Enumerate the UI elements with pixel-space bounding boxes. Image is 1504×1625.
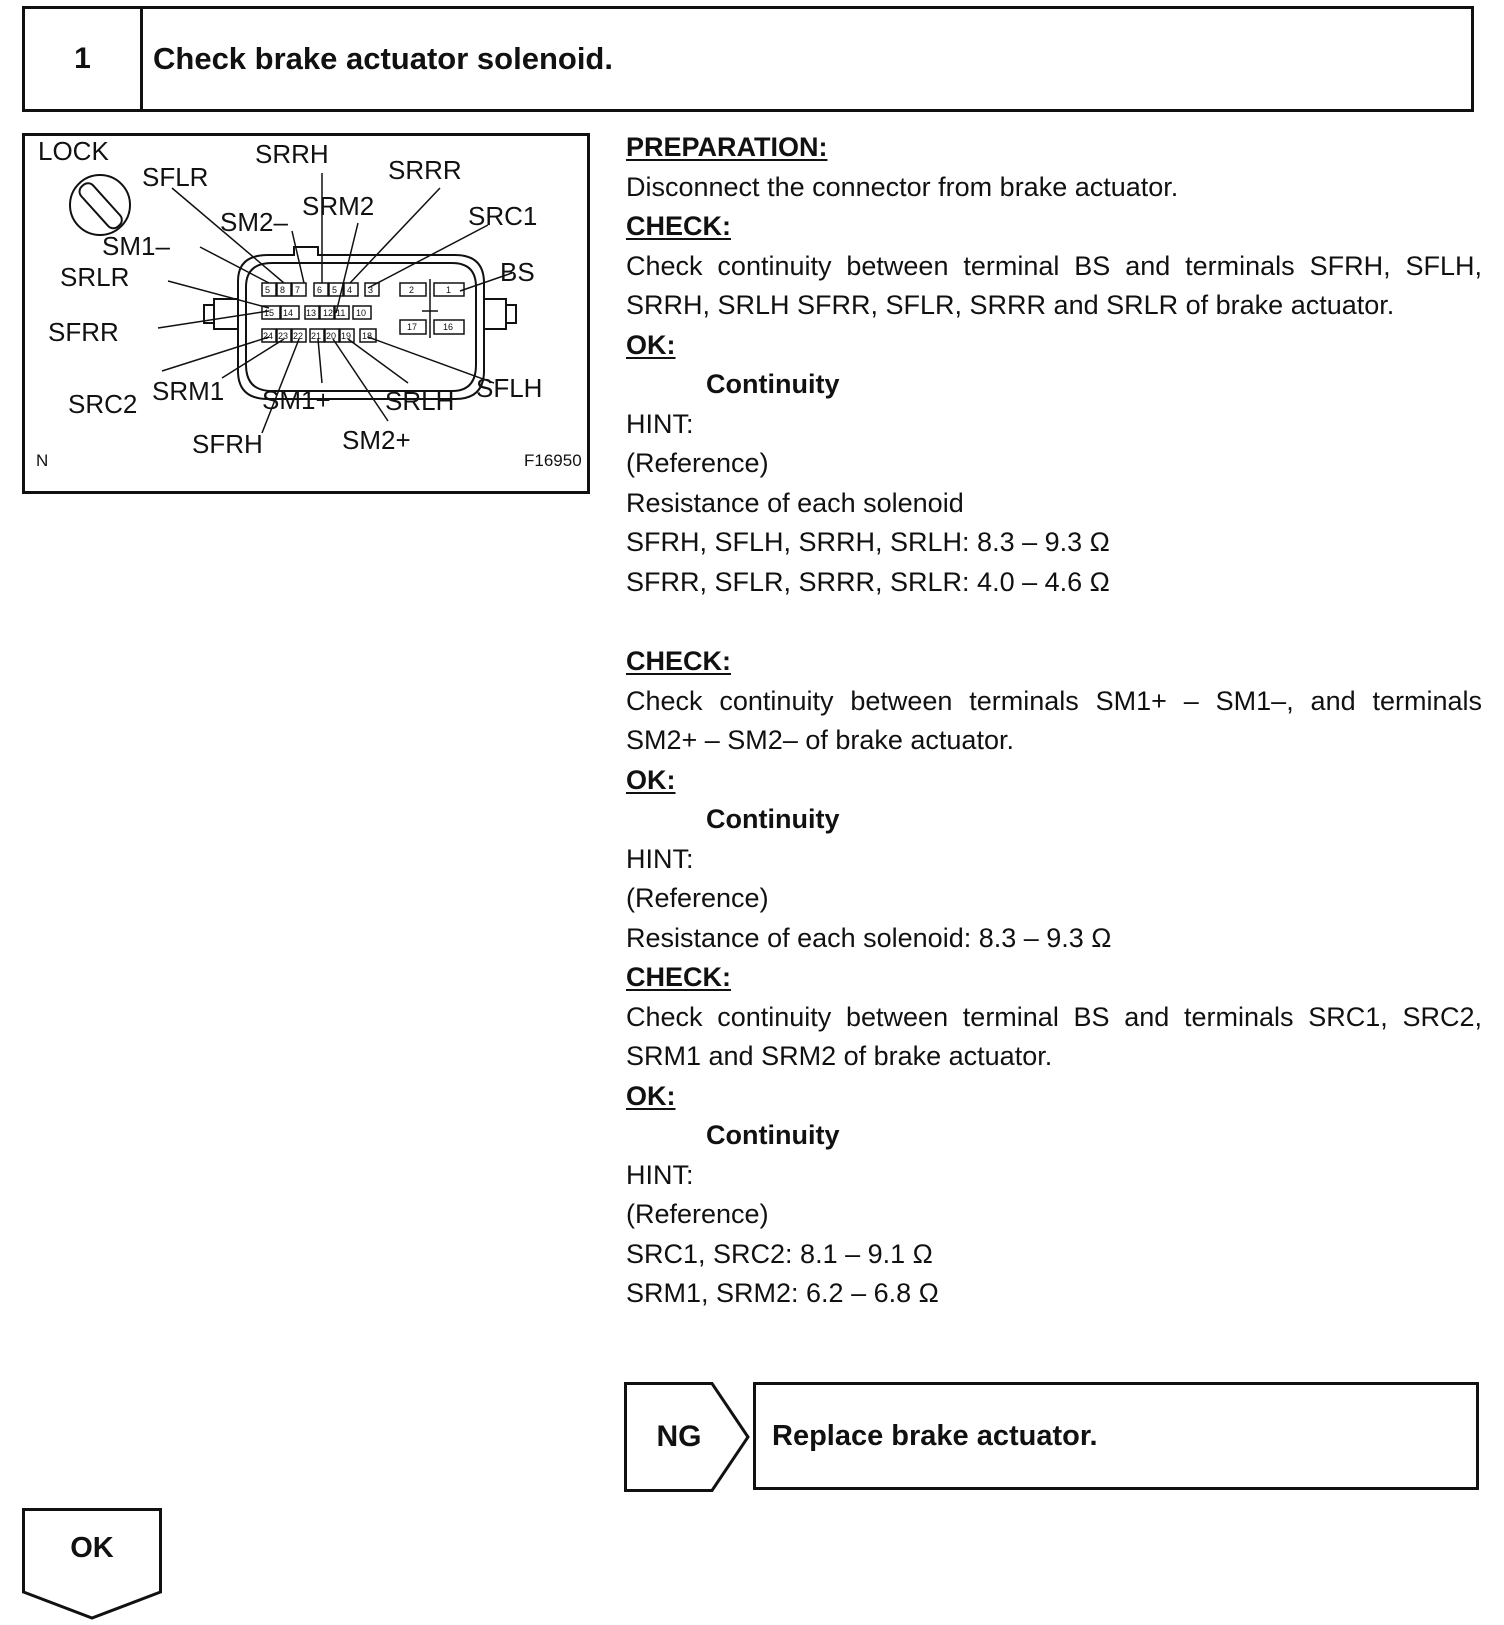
label-srrh: SRRH [255, 139, 329, 169]
ok-header-1: OK: [626, 329, 676, 360]
pin-6: 6 [317, 285, 323, 295]
label-sflh: SFLH [476, 373, 543, 403]
reference-3: (Reference) [626, 1199, 769, 1229]
ok-branch [22, 1508, 162, 1620]
pin-1: 1 [446, 285, 452, 295]
ng-result-box [753, 1382, 1479, 1490]
resistance-line-2: Resistance of each solenoid: 8.3 – 9.3 Ω [626, 922, 1112, 953]
ok-header-2: OK: [626, 764, 676, 795]
preparation-text: Disconnect the connector from brake actuator. [626, 171, 1179, 202]
label-sm1-plus: SM1+ [262, 385, 331, 415]
resistance-line-3b: SRM1, SRM2: 6.2 – 6.8 Ω [626, 1278, 939, 1308]
pin-3: 3 [368, 285, 374, 295]
ok-value-1: Continuity [706, 369, 840, 399]
label-lock: LOCK [38, 136, 109, 166]
pin-16: 16 [443, 322, 454, 332]
check-header-2: CHECK: [626, 646, 731, 676]
hint-3: HINT: [626, 1159, 694, 1190]
resistance-line-1b: SFRR, SFLR, SRRR, SRLR: 4.0 – 4.6 Ω [626, 566, 1110, 597]
check-header-1: CHECK: [626, 211, 731, 241]
lock-icon [70, 175, 130, 235]
pin-18: 18 [362, 331, 373, 341]
pin-5b: 5 [332, 285, 338, 295]
step-number: 1 [25, 9, 143, 109]
reference-2: (Reference) [626, 883, 769, 913]
ok-header-3: OK: [626, 1080, 676, 1111]
check-text-2: Check continuity between terminals SM1+ – SM1–, and terminals SM2+ – SM2– of brake actuator. [626, 685, 1482, 755]
label-src1: SRC1 [468, 201, 538, 231]
connector-diagram [22, 133, 590, 494]
pin-19: 19 [341, 331, 352, 341]
pin-13: 13 [306, 308, 317, 318]
pin-15: 15 [264, 308, 275, 318]
pin-12: 12 [323, 308, 334, 318]
pin-8: 8 [280, 285, 286, 295]
check-text-3: Check continuity between terminal BS and terminals SRC1, SRC2, SRM1 and SRM2 of brake actuator. [626, 1001, 1482, 1071]
pin-row-1 [262, 283, 464, 296]
resistance-line-1a: SFRH, SFLH, SRRH, SRLH: 8.3 – 9.3 Ω [626, 527, 1110, 557]
label-sflr: SFLR [142, 162, 209, 192]
hint-2: HINT: [626, 843, 694, 874]
pin-21: 21 [311, 331, 322, 341]
label-sfrh: SFRH [192, 429, 263, 459]
ng-label: NG [656, 1420, 702, 1453]
connector-housing [204, 247, 516, 399]
figure-id: F16950 [524, 451, 582, 470]
ok-value-2: Continuity [706, 804, 840, 834]
reference-1: (Reference) [626, 448, 769, 478]
ng-result-text: Replace brake actuator. [772, 1419, 1098, 1452]
pin-24: 24 [263, 331, 274, 341]
resistance-line-3a: SRC1, SRC2: 8.1 – 9.1 Ω [626, 1238, 933, 1269]
pin-17: 17 [407, 322, 418, 332]
procedure-text [626, 128, 1482, 1314]
label-srm2: SRM2 [302, 191, 375, 221]
pin-7: 7 [295, 285, 301, 295]
label-bs: BS [500, 257, 535, 287]
check-text-1: Check continuity between terminal BS and terminals SFRH, SFLH, SRRH, SRLH SFRR, SFLR, SRRR and SRLR of brake actuator. [626, 250, 1482, 320]
step-title: Check brake actuator solenoid. [153, 41, 613, 76]
check-header-3: CHECK: [626, 962, 731, 992]
pin-20: 20 [326, 331, 337, 341]
resistance-title-1: Resistance of each solenoid [626, 487, 964, 518]
label-sfrr: SFRR [48, 317, 119, 347]
pin-14: 14 [283, 308, 294, 318]
pin-11: 11 [336, 308, 346, 318]
pin-5: 5 [265, 285, 271, 295]
ok-value-3: Continuity [706, 1120, 840, 1150]
pin-23: 23 [278, 331, 289, 341]
pin-22: 22 [293, 331, 304, 341]
step-header [22, 6, 1474, 112]
label-srlh: SRLH [385, 386, 455, 416]
preparation-header: PREPARATION: [626, 132, 828, 162]
ok-label: OK [70, 1531, 114, 1564]
label-sm1-minus: SM1– [102, 231, 170, 261]
pin-4: 4 [347, 285, 353, 295]
label-srlr: SRLR [60, 262, 130, 292]
pin-10: 10 [356, 308, 367, 318]
label-sm2-plus: SM2+ [342, 425, 411, 455]
label-src2: SRC2 [68, 389, 138, 419]
label-srm1: SRM1 [152, 376, 225, 406]
label-n: N [36, 451, 49, 470]
label-sm2-minus: SM2– [220, 207, 288, 237]
hint-1: HINT: [626, 408, 694, 439]
pin-2: 2 [409, 285, 415, 295]
label-srrr: SRRR [388, 155, 462, 185]
